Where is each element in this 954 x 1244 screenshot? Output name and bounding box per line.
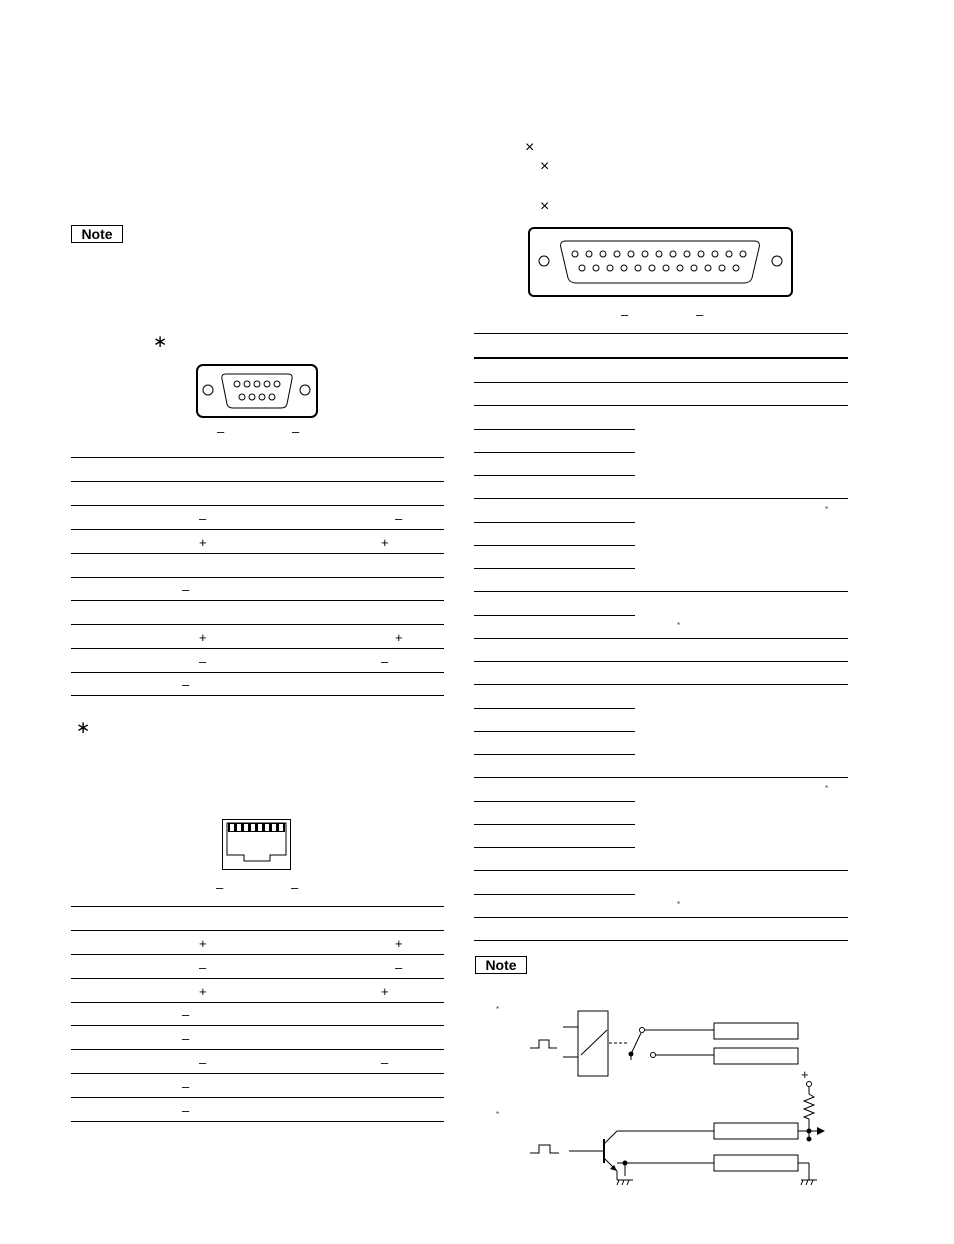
table-rule	[71, 1073, 444, 1074]
table-rule	[474, 522, 635, 523]
table-rule	[71, 648, 444, 649]
db9-row4-sign-b: +	[381, 535, 389, 550]
db9-row8-sign-b: +	[395, 630, 403, 645]
footnote-mark: *	[496, 1110, 500, 1119]
db9-row3-sign-a: –	[199, 511, 207, 526]
db9-row6-sign-a: –	[182, 582, 190, 597]
cross-mark: ×	[540, 198, 550, 215]
rj45-row8-sign-a: –	[182, 1079, 190, 1094]
table-rule	[474, 708, 635, 709]
table-rule	[474, 475, 635, 476]
rj45-row2-sign-b: +	[395, 936, 403, 951]
table-rule	[71, 1121, 444, 1122]
table-rule	[474, 615, 635, 616]
table-rule	[71, 1097, 444, 1098]
table-rule	[474, 568, 635, 569]
table-rule	[474, 847, 635, 848]
db9-row8-sign-a: +	[199, 630, 207, 645]
rj45-caption-left: –	[216, 880, 224, 895]
table-rule	[474, 382, 848, 383]
table-rule	[474, 429, 635, 430]
table-rule	[71, 481, 444, 482]
rj45-row3-sign-a: –	[199, 960, 207, 975]
table-rule	[474, 591, 848, 592]
table-rule	[71, 906, 444, 907]
relay-output-circuit	[525, 1010, 815, 1080]
table-rule	[71, 553, 444, 554]
asterisk-mark: ∗	[153, 332, 168, 351]
table-rule	[71, 672, 444, 673]
table-rule	[474, 357, 848, 359]
table-rule	[71, 457, 444, 458]
footnote-mark: *	[677, 621, 681, 630]
cross-mark: ×	[540, 158, 550, 175]
table-rule	[474, 754, 635, 755]
table-rule	[71, 505, 444, 506]
table-rule	[474, 824, 635, 825]
rj45-caption-right: –	[291, 880, 299, 895]
table-rule	[71, 978, 444, 979]
supply-plus-label: +	[801, 1067, 809, 1082]
rj45-row2-sign-a: +	[199, 936, 207, 951]
cross-mark: ×	[525, 139, 535, 156]
table-rule	[71, 577, 444, 578]
table-rule	[474, 405, 848, 406]
db9-row4-sign-a: +	[199, 535, 207, 550]
table-rule	[474, 801, 635, 802]
rj45-row4-sign-b: +	[381, 984, 389, 999]
db9-row10-sign-a: –	[182, 677, 190, 692]
table-rule	[474, 917, 848, 918]
db25-caption-right: –	[696, 307, 704, 322]
note-badge-right: Note	[475, 956, 527, 974]
db9-caption-left: –	[217, 424, 225, 439]
db25-connector-diagram	[528, 227, 794, 299]
db9-row3-sign-b: –	[395, 511, 403, 526]
table-rule	[71, 695, 444, 696]
db9-connector-diagram	[196, 364, 320, 420]
table-rule	[71, 930, 444, 931]
db9-row9-sign-a: –	[199, 654, 207, 669]
footnote-mark: *	[496, 1005, 500, 1014]
table-rule	[474, 731, 635, 732]
table-rule	[474, 452, 635, 453]
table-rule	[474, 684, 848, 685]
table-rule	[474, 870, 848, 871]
db9-row9-sign-b: –	[381, 654, 389, 669]
table-rule	[474, 333, 848, 334]
rj45-connector-diagram	[222, 819, 292, 871]
rj45-row7-sign-b: –	[381, 1055, 389, 1070]
table-rule	[474, 638, 848, 639]
table-rule	[71, 624, 444, 625]
open-collector-circuit	[525, 1078, 830, 1188]
table-rule	[71, 954, 444, 955]
table-rule	[71, 1049, 444, 1050]
footnote-mark: *	[825, 784, 829, 793]
rj45-row7-sign-a: –	[199, 1055, 207, 1070]
table-rule	[474, 661, 848, 662]
rj45-row5-sign-a: –	[182, 1007, 190, 1022]
table-rule	[474, 940, 848, 941]
asterisk-footnote-mark: ∗	[76, 718, 91, 737]
table-rule	[71, 600, 444, 601]
table-rule	[71, 1025, 444, 1026]
table-rule	[474, 777, 848, 778]
table-rule	[474, 894, 635, 895]
rj45-row6-sign-a: –	[182, 1031, 190, 1046]
table-rule	[71, 1002, 444, 1003]
table-rule	[71, 529, 444, 530]
footnote-mark: *	[677, 900, 681, 909]
rj45-row4-sign-a: +	[199, 984, 207, 999]
rj45-row9-sign-a: –	[182, 1103, 190, 1118]
footnote-mark: *	[825, 505, 829, 514]
table-rule	[474, 545, 635, 546]
db25-caption-left: –	[621, 307, 629, 322]
rj45-row3-sign-b: –	[395, 960, 403, 975]
db9-caption-right: –	[292, 424, 300, 439]
note-badge-left: Note	[71, 225, 123, 243]
table-rule	[474, 498, 848, 499]
